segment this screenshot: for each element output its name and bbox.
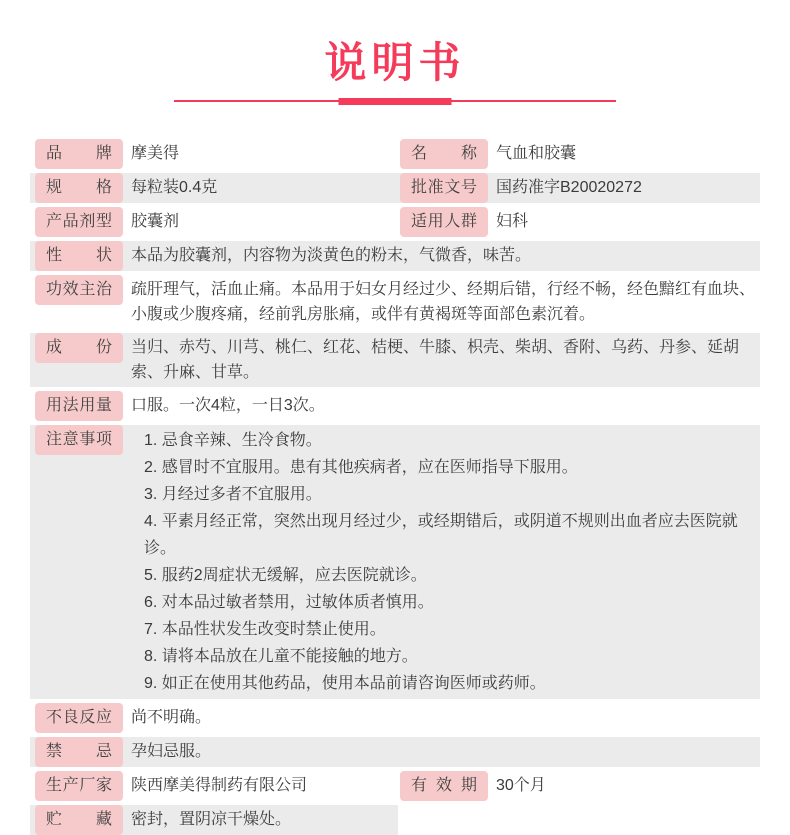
precaution-item: 3. 月经过多者不宜服用。 bbox=[144, 486, 322, 504]
title-divider bbox=[174, 98, 616, 105]
row-contraindications bbox=[30, 737, 760, 767]
spec-label: 规 格 bbox=[35, 173, 123, 203]
target-group-label: 适用人群 bbox=[400, 207, 488, 237]
contraindications-label: 禁 忌 bbox=[35, 737, 123, 767]
precaution-item: 8. 请将本品放在儿童不能接触的地方。 bbox=[144, 648, 418, 666]
brand-value: 摩美得 bbox=[131, 145, 180, 163]
target-group-value: 妇科 bbox=[496, 213, 529, 231]
precaution-item: 1. 忌食辛辣、生冷食物。 bbox=[144, 432, 322, 450]
usage-value: 口服。一次4粒，一日3次。 bbox=[131, 397, 325, 415]
precaution-list bbox=[131, 425, 760, 699]
row-adverse-reactions bbox=[30, 703, 760, 733]
row-spec-approval bbox=[30, 173, 760, 203]
field-target-group bbox=[400, 207, 760, 237]
precaution-item: 9. 如正在使用其他药品，使用本品前请咨询医师或药师。 bbox=[144, 675, 546, 693]
approval-number-value: 国药准字B20020272 bbox=[496, 179, 642, 197]
adverse-reactions-value: 尚不明确。 bbox=[131, 709, 212, 727]
row-manufacturer-validity bbox=[30, 771, 760, 801]
row-ingredients bbox=[30, 333, 760, 387]
dosage-form-value: 胶囊剂 bbox=[131, 213, 180, 231]
manufacturer-label: 生产厂家 bbox=[35, 771, 123, 801]
field-name bbox=[400, 139, 760, 169]
dosage-form-label: 产品剂型 bbox=[35, 207, 123, 237]
ingredients-value: 当归、赤芍、川芎、桃仁、红花、桔梗、牛膝、枳壳、柴胡、香附、乌药、丹参、延胡索、升麻、甘草。 bbox=[131, 339, 740, 382]
validity-label: 有 效 期 bbox=[400, 771, 488, 801]
indications-value: 疏肝理气，活血止痛。本品用于妇女月经过少、经期后错，行经不畅，经色黯红有血块、小腹或少腹疼痛，经前乳房胀痛，或伴有黄褐斑等面部色素沉着。 bbox=[131, 281, 756, 324]
ingredients-label: 成 份 bbox=[35, 333, 123, 363]
precaution-item: 6. 对本品过敏者禁用，过敏体质者慎用。 bbox=[144, 594, 434, 612]
adverse-reactions-label: 不良反应 bbox=[35, 703, 123, 733]
field-manufacturer bbox=[35, 771, 400, 801]
field-spec bbox=[35, 173, 400, 203]
field-brand bbox=[35, 139, 400, 169]
row-usage bbox=[30, 391, 760, 421]
title-section bbox=[0, 0, 790, 105]
precaution-item: 7. 本品性状发生改变时禁止使用。 bbox=[144, 621, 386, 639]
brand-label: 品 牌 bbox=[35, 139, 123, 169]
precaution-item: 4. 平素月经正常，突然出现月经过少，或经期错后，或阴道不规则出血者应去医院就诊。 bbox=[144, 513, 738, 558]
storage-value: 密封，置阴凉干燥处。 bbox=[131, 811, 292, 829]
usage-label: 用法用量 bbox=[35, 391, 123, 421]
indications-label: 功效主治 bbox=[35, 275, 123, 305]
row-brand-name bbox=[30, 139, 760, 169]
spec-value: 每粒装0.4克 bbox=[131, 179, 218, 197]
approval-number-label: 批准文号 bbox=[400, 173, 488, 203]
field-dosage-form bbox=[35, 207, 400, 237]
manufacturer-value: 陕西摩美得制药有限公司 bbox=[131, 777, 308, 795]
divider-thick-bar bbox=[339, 98, 452, 105]
name-value: 气血和胶囊 bbox=[496, 145, 577, 163]
row-precautions bbox=[30, 425, 760, 699]
name-label: 名 称 bbox=[400, 139, 488, 169]
row-indications bbox=[30, 275, 760, 329]
field-approval-number bbox=[400, 173, 760, 203]
storage-stripe bbox=[30, 805, 398, 835]
precaution-item: 5. 服药2周症状无缓解，应去医院就诊。 bbox=[144, 567, 427, 585]
info-table bbox=[30, 139, 760, 835]
precautions-label: 注意事项 bbox=[35, 425, 123, 455]
row-storage bbox=[30, 805, 760, 835]
row-form-group bbox=[30, 207, 760, 237]
validity-value: 30个月 bbox=[496, 777, 546, 795]
properties-label: 性 状 bbox=[35, 241, 123, 271]
page-title: 说明书 bbox=[324, 38, 466, 87]
properties-value: 本品为胶囊剂，内容物为淡黄色的粉末，气微香，味苦。 bbox=[131, 247, 532, 265]
row-properties bbox=[30, 241, 760, 271]
contraindications-value: 孕妇忌服。 bbox=[131, 743, 212, 761]
precaution-item: 2. 感冒时不宜服用。患有其他疾病者，应在医师指导下服用。 bbox=[144, 459, 578, 477]
field-validity bbox=[400, 771, 760, 801]
storage-label: 贮 藏 bbox=[35, 805, 123, 835]
